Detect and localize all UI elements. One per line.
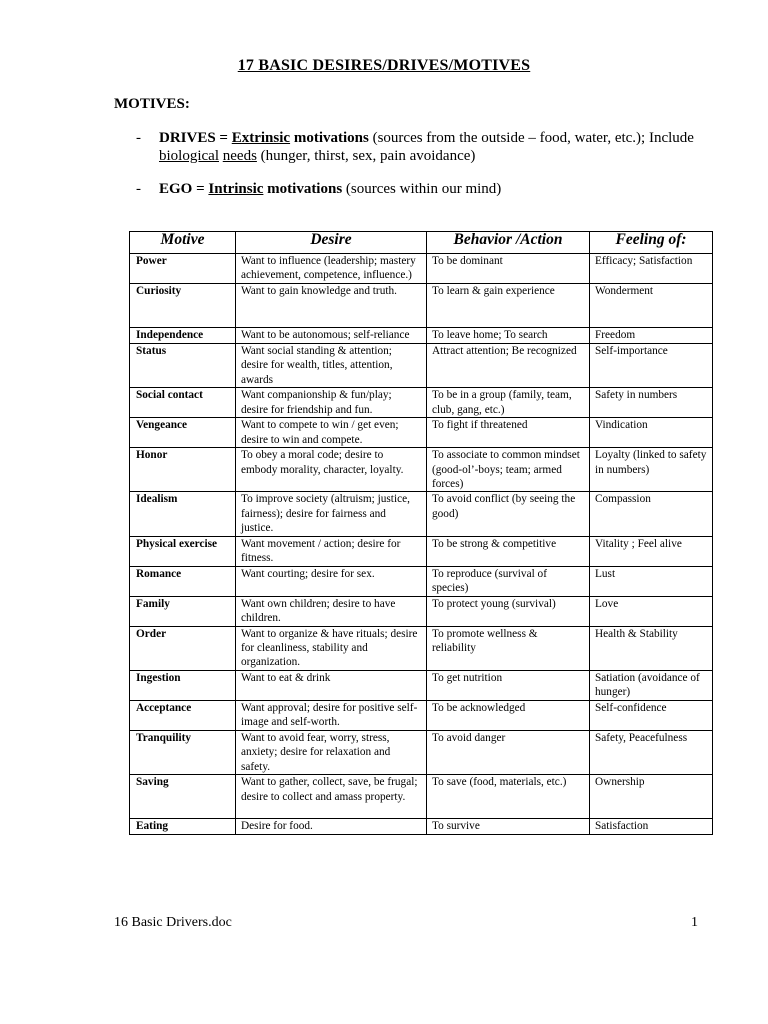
table-row xyxy=(130,492,713,536)
footer-page-number: 1 xyxy=(691,915,698,930)
cell-desire: Want companionship & fun/play; desire for friendship and fun. xyxy=(236,388,427,418)
table-row xyxy=(130,328,713,344)
cell-behavior: To associate to common mindset (good-ol’-boys; team; armed forces) xyxy=(427,448,590,492)
cell-desire: Want to gain knowledge and truth. xyxy=(236,284,427,328)
cell-behavior: To fight if threatened xyxy=(427,418,590,448)
cell-desire: Want own children; desire to have children. xyxy=(236,596,427,626)
cell-motive: Eating xyxy=(130,819,236,835)
cell-motive: Saving xyxy=(130,775,236,819)
cell-motive: Tranquility xyxy=(130,730,236,774)
table-row xyxy=(130,254,713,284)
cell-desire: Want to gather, collect, save, be frugal; desire to collect and amass property. xyxy=(236,775,427,819)
cell-motive: Acceptance xyxy=(130,700,236,730)
table-row xyxy=(130,730,713,774)
cell-feeling: Ownership xyxy=(590,775,713,819)
cell-feeling: Health & Stability xyxy=(590,626,713,670)
cell-behavior: To avoid conflict (by seeing the good) xyxy=(427,492,590,536)
table-row xyxy=(130,388,713,418)
cell-feeling: Freedom xyxy=(590,328,713,344)
cell-behavior: To avoid danger xyxy=(427,730,590,774)
cell-motive: Physical exercise xyxy=(130,536,236,566)
cell-feeling: Self-importance xyxy=(590,344,713,388)
cell-desire: To obey a moral code; desire to embody morality, character, loyalty. xyxy=(236,448,427,492)
cell-motive: Ingestion xyxy=(130,670,236,700)
cell-motive: Status xyxy=(130,344,236,388)
cell-behavior: To leave home; To search xyxy=(427,328,590,344)
cell-feeling: Safety, Peacefulness xyxy=(590,730,713,774)
column-header-motive: Motive xyxy=(130,232,236,254)
cell-feeling: Satisfaction xyxy=(590,819,713,835)
ego-text xyxy=(159,180,719,198)
cell-behavior: To save (food, materials, etc.) xyxy=(427,775,590,819)
cell-desire: Want to influence (leadership; mastery achievement, competence, influence.) xyxy=(236,254,427,284)
table-header-row xyxy=(130,232,713,254)
cell-desire: Want courting; desire for sex. xyxy=(236,566,427,596)
cell-behavior: To survive xyxy=(427,819,590,835)
cell-motive: Vengeance xyxy=(130,418,236,448)
cell-behavior: Attract attention; Be recognized xyxy=(427,344,590,388)
column-header-behavior: Behavior /Action xyxy=(427,232,590,254)
drives-biological: biological xyxy=(159,148,219,164)
cell-behavior: To promote wellness & reliability xyxy=(427,626,590,670)
cell-behavior: To reproduce (survival of species) xyxy=(427,566,590,596)
cell-desire: To improve society (altruism; justice, fairness); desire for fairness and justice. xyxy=(236,492,427,536)
document-title: 17 BASIC DESIRES/DRIVES/MOTIVES xyxy=(237,57,531,74)
cell-motive: Independence xyxy=(130,328,236,344)
cell-desire: Want social standing & attention; desire for wealth, titles, attention, awards xyxy=(236,344,427,388)
ego-term: EGO = xyxy=(159,181,209,197)
table-row xyxy=(130,448,713,492)
ego-word: motivations xyxy=(263,181,343,197)
cell-motive: Idealism xyxy=(130,492,236,536)
cell-desire: Want movement / action; desire for fitness. xyxy=(236,536,427,566)
cell-feeling: Loyalty (linked to safety in numbers) xyxy=(590,448,713,492)
cell-feeling: Wonderment xyxy=(590,284,713,328)
cell-behavior: To be strong & competitive xyxy=(427,536,590,566)
table-row xyxy=(130,670,713,700)
drives-word: motivations xyxy=(290,130,369,146)
bullet-dash: - xyxy=(136,181,141,197)
motives-table xyxy=(129,231,713,835)
ego-type: Intrinsic xyxy=(208,181,264,197)
table-row xyxy=(130,536,713,566)
table-row xyxy=(130,819,713,835)
cell-behavior: To be dominant xyxy=(427,254,590,284)
table-row xyxy=(130,775,713,819)
cell-behavior: To protect young (survival) xyxy=(427,596,590,626)
cell-feeling: Satiation (avoidance of hunger) xyxy=(590,670,713,700)
drives-needs: needs xyxy=(222,148,257,164)
cell-feeling: Compassion xyxy=(590,492,713,536)
drives-desc-a: (sources from the outside – food, water, etc.); Include xyxy=(368,130,694,146)
table-row xyxy=(130,284,713,328)
cell-desire: Want to organize & have rituals; desire for cleanliness, stability and organization. xyxy=(236,626,427,670)
drives-term: DRIVES = xyxy=(159,130,232,146)
table-row xyxy=(130,566,713,596)
table-row xyxy=(130,700,713,730)
cell-motive: Romance xyxy=(130,566,236,596)
cell-desire: Want to be autonomous; self-reliance xyxy=(236,328,427,344)
table-row xyxy=(130,596,713,626)
cell-feeling: Vitality ; Feel alive xyxy=(590,536,713,566)
footer-filename: 16 Basic Drivers.doc xyxy=(114,915,232,930)
cell-motive: Family xyxy=(130,596,236,626)
drives-desc-b: (hunger, thirst, sex, pain avoidance) xyxy=(256,148,476,164)
table-row xyxy=(130,344,713,388)
table-row xyxy=(130,626,713,670)
cell-feeling: Love xyxy=(590,596,713,626)
cell-feeling: Efficacy; Satisfaction xyxy=(590,254,713,284)
drives-type: Extrinsic xyxy=(231,130,291,146)
cell-desire: Want approval; desire for positive self-image and self-worth. xyxy=(236,700,427,730)
column-header-feeling: Feeling of: xyxy=(590,232,713,254)
cell-desire: Want to compete to win / get even; desire to win and compete. xyxy=(236,418,427,448)
cell-motive: Curiosity xyxy=(130,284,236,328)
cell-desire: Want to avoid fear, worry, stress, anxiety; desire for relaxation and safety. xyxy=(236,730,427,774)
motives-heading: MOTIVES: xyxy=(114,96,190,112)
table-row xyxy=(130,418,713,448)
cell-behavior: To be in a group (family, team, club, gang, etc.) xyxy=(427,388,590,418)
column-header-desire: Desire xyxy=(236,232,427,254)
cell-motive: Order xyxy=(130,626,236,670)
cell-behavior: To learn & gain experience xyxy=(427,284,590,328)
cell-feeling: Self-confidence xyxy=(590,700,713,730)
cell-motive: Power xyxy=(130,254,236,284)
cell-behavior: To get nutrition xyxy=(427,670,590,700)
cell-motive: Social contact xyxy=(130,388,236,418)
cell-motive: Honor xyxy=(130,448,236,492)
cell-feeling: Safety in numbers xyxy=(590,388,713,418)
cell-desire: Want to eat & drink xyxy=(236,670,427,700)
cell-behavior: To be acknowledged xyxy=(427,700,590,730)
cell-desire: Desire for food. xyxy=(236,819,427,835)
cell-feeling: Lust xyxy=(590,566,713,596)
ego-desc: (sources within our mind) xyxy=(342,181,502,197)
drives-text xyxy=(159,129,719,165)
bullet-dash: - xyxy=(136,130,141,146)
cell-feeling: Vindication xyxy=(590,418,713,448)
